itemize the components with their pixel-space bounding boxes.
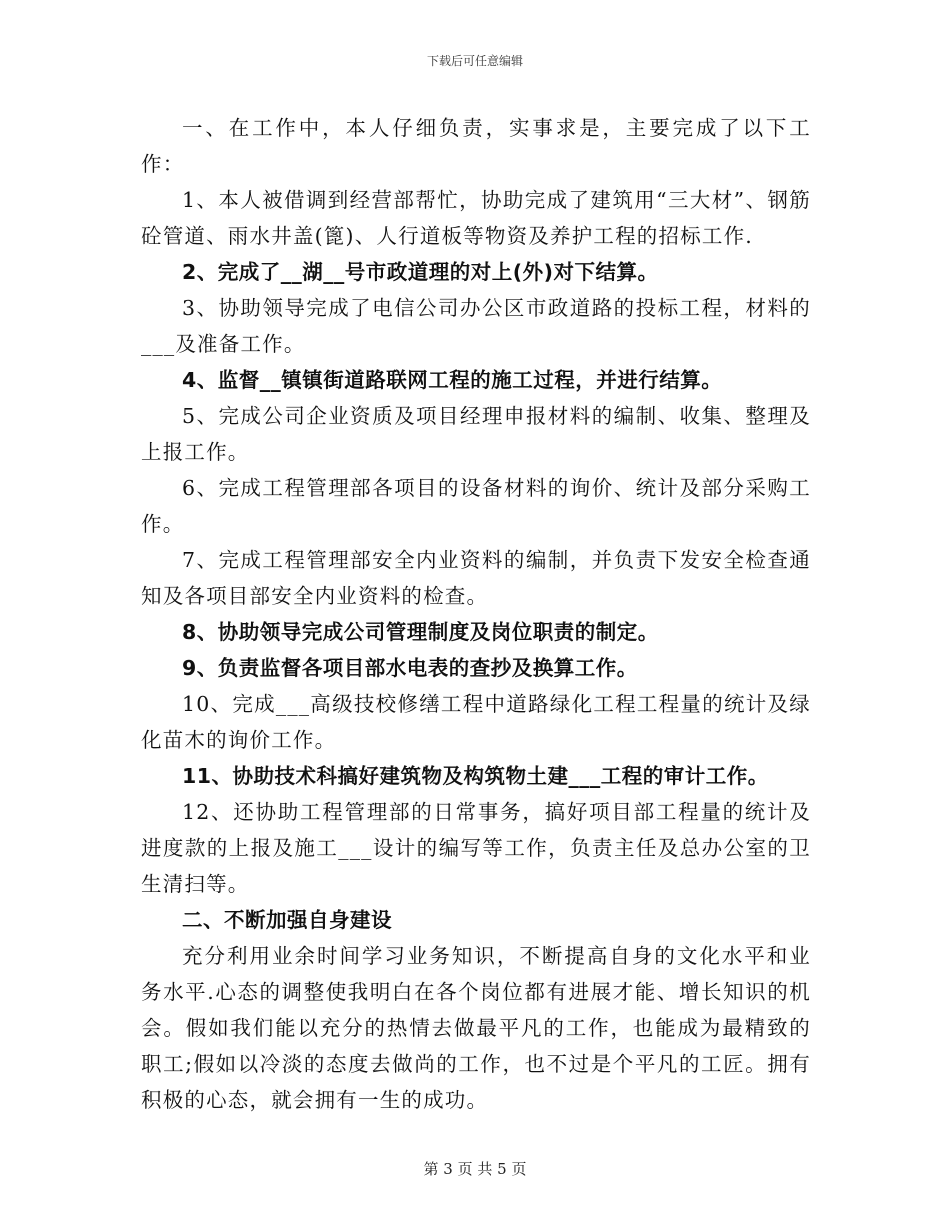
page-header: 下载后可任意编辑 [426, 54, 523, 68]
list-item-3: 3、协助领导完成了电信公司办公区市政道路的投标工程，材料的___及准备工作。 [141, 296, 811, 356]
closing-paragraph: 充分利用业余时间学习业务知识，不断提高自身的文化水平和业务水平.心态的调整使我明白在各个岗位都有进展才能、增长知识的机会。假如我们能以充分的热情去做最平凡的工作，也能成为最精致的职工;假如以冷淡的态度去做尚的工作，也不过是个平凡的工匠。拥有积极的心态，就会拥有一生的成功。 [141, 944, 811, 1112]
list-item-9: 9、负责监督各项目部水电表的查抄及换算工作。 [182, 656, 638, 680]
section-heading-self-improvement: 二、不断加强自身建设 [182, 908, 392, 932]
list-item-10: 10、完成___高级技校修缮工程中道路绿化工程工程量的统计及绿化苗木的询价工作。 [141, 692, 811, 752]
page-number-footer: 第 3 页 共 5 页 [423, 1160, 527, 1178]
list-item-5: 5、完成公司企业资质及项目经理申报材料的编制、收集、整理及上报工作。 [141, 404, 811, 464]
list-item-12: 12、还协助工程管理部的日常事务，搞好项目部工程量的统计及进度款的上报及施工___设计的编写等工作，负责主任及总办公室的卫生清扫等。 [141, 800, 811, 896]
list-item-2: 2、完成了__湖__号市政道理的对上(外)对下结算。 [182, 260, 659, 284]
list-item-7: 7、完成工程管理部安全内业资料的编制，并负责下发安全检查通知及各项目部安全内业资料的检查。 [141, 548, 811, 608]
list-item-11: 11、协助技术科搞好建筑物及构筑物土建___工程的审计工作。 [182, 764, 769, 788]
list-item-8: 8、协助领导完成公司管理制度及岗位职责的制定。 [182, 620, 659, 644]
list-item-6: 6、完成工程管理部各项目的设备材料的询价、统计及部分采购工作。 [141, 476, 811, 536]
list-item-1: 1、本人被借调到经营部帮忙，协助完成了建筑用“三大材”、钢筋砼管道、雨水井盖(篦)、人行道板等物资及养护工程的招标工作. [141, 188, 811, 248]
section-heading-work: 一、在工作中，本人仔细负责，实事求是，主要完成了以下工作： [141, 116, 811, 176]
list-item-4: 4、监督__镇镇街道路联网工程的施工过程，并进行结算。 [182, 368, 723, 392]
document-body [141, 110, 811, 1118]
